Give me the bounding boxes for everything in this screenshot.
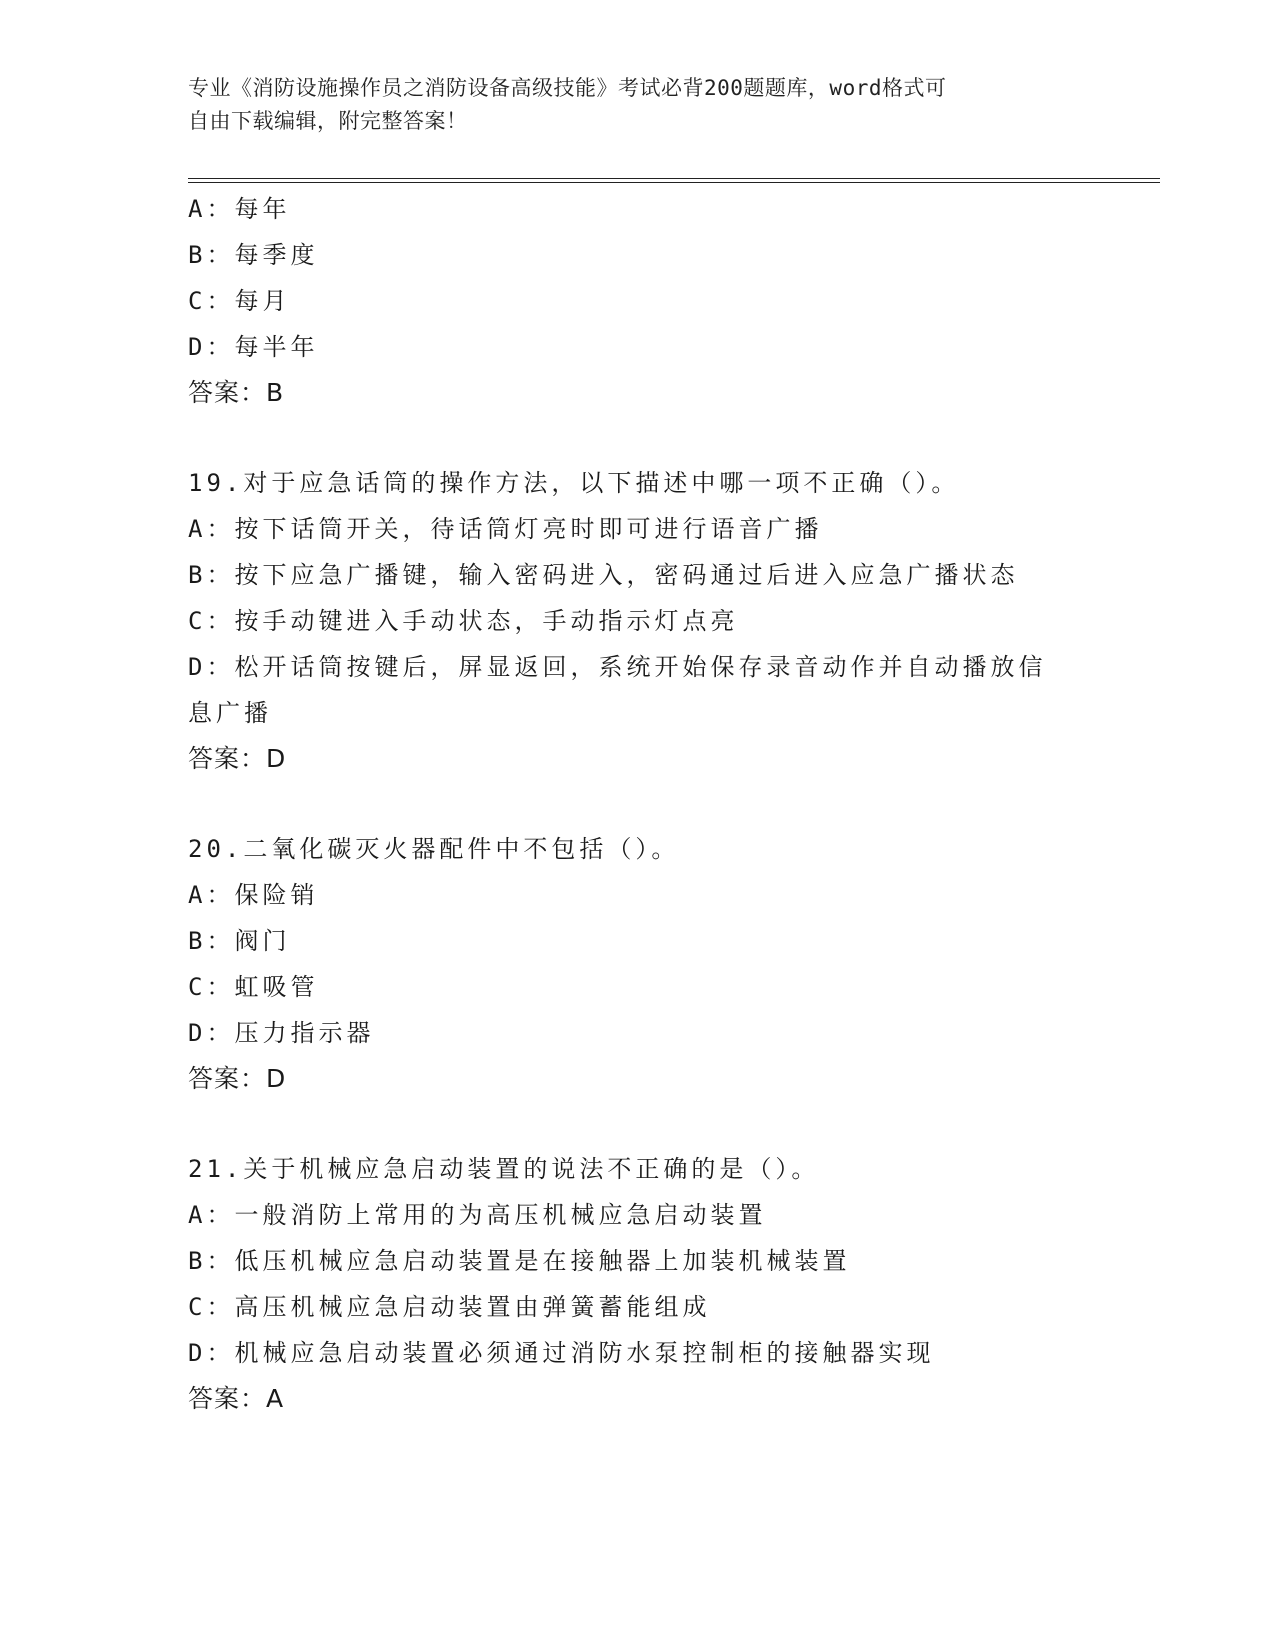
option-a: A：保险销: [188, 881, 319, 909]
header-double-rule: [188, 178, 1160, 183]
question-stem: 21.关于机械应急启动装置的说法不正确的是（）。: [188, 1155, 820, 1183]
question-20: [188, 826, 1088, 1102]
answer-line: 答案：A: [188, 1384, 285, 1413]
question-spacer: [188, 782, 1088, 826]
option-d-continuation: 息广播: [188, 699, 272, 727]
question-content: [188, 186, 1088, 1422]
option-a: A：按下话筒开关，待话筒灯亮时即可进行语音广播: [188, 515, 823, 543]
option-d: D：机械应急启动装置必须通过消防水泵控制柜的接触器实现: [188, 1339, 935, 1367]
option-a: A：一般消防上常用的为高压机械应急启动装置: [188, 1201, 767, 1229]
option-c: C：高压机械应急启动装置由弹簧蓄能组成: [188, 1293, 711, 1321]
question-spacer: [188, 416, 1088, 460]
option-d: D：松开话筒按键后，屏显返回，系统开始保存录音动作并自动播放信: [188, 653, 1047, 681]
option-b: B：按下应急广播键，输入密码进入，密码通过后进入应急广播状态: [188, 561, 1019, 589]
option-b: B：低压机械应急启动装置是在接触器上加装机械装置: [188, 1247, 851, 1275]
option-c: C：每月: [188, 287, 291, 315]
question-18-tail: [188, 186, 1088, 416]
question-21: [188, 1146, 1088, 1422]
answer-line: 答案：D: [188, 1064, 287, 1093]
question-stem: 19.对于应急话筒的操作方法，以下描述中哪一项不正确（）。: [188, 469, 960, 497]
question-19: [188, 460, 1088, 782]
option-c: C：虹吸管: [188, 973, 319, 1001]
option-d: D：每半年: [188, 333, 319, 361]
document-header: [188, 72, 1088, 138]
answer-line: 答案：B: [188, 378, 285, 407]
answer-line: 答案：D: [188, 744, 287, 773]
header-line-1: 专业《消防设施操作员之消防设备高级技能》考试必背200题题库，word格式可: [188, 76, 947, 100]
question-spacer: [188, 1102, 1088, 1146]
option-d: D：压力指示器: [188, 1019, 375, 1047]
option-b: B：每季度: [188, 241, 319, 269]
question-stem: 20.二氧化碳灭火器配件中不包括（）。: [188, 835, 680, 863]
option-b: B：阀门: [188, 927, 291, 955]
option-a: A：每年: [188, 195, 291, 223]
option-c: C：按手动键进入手动状态，手动指示灯点亮: [188, 607, 739, 635]
header-line-2: 自由下载编辑，附完整答案！: [188, 109, 468, 133]
